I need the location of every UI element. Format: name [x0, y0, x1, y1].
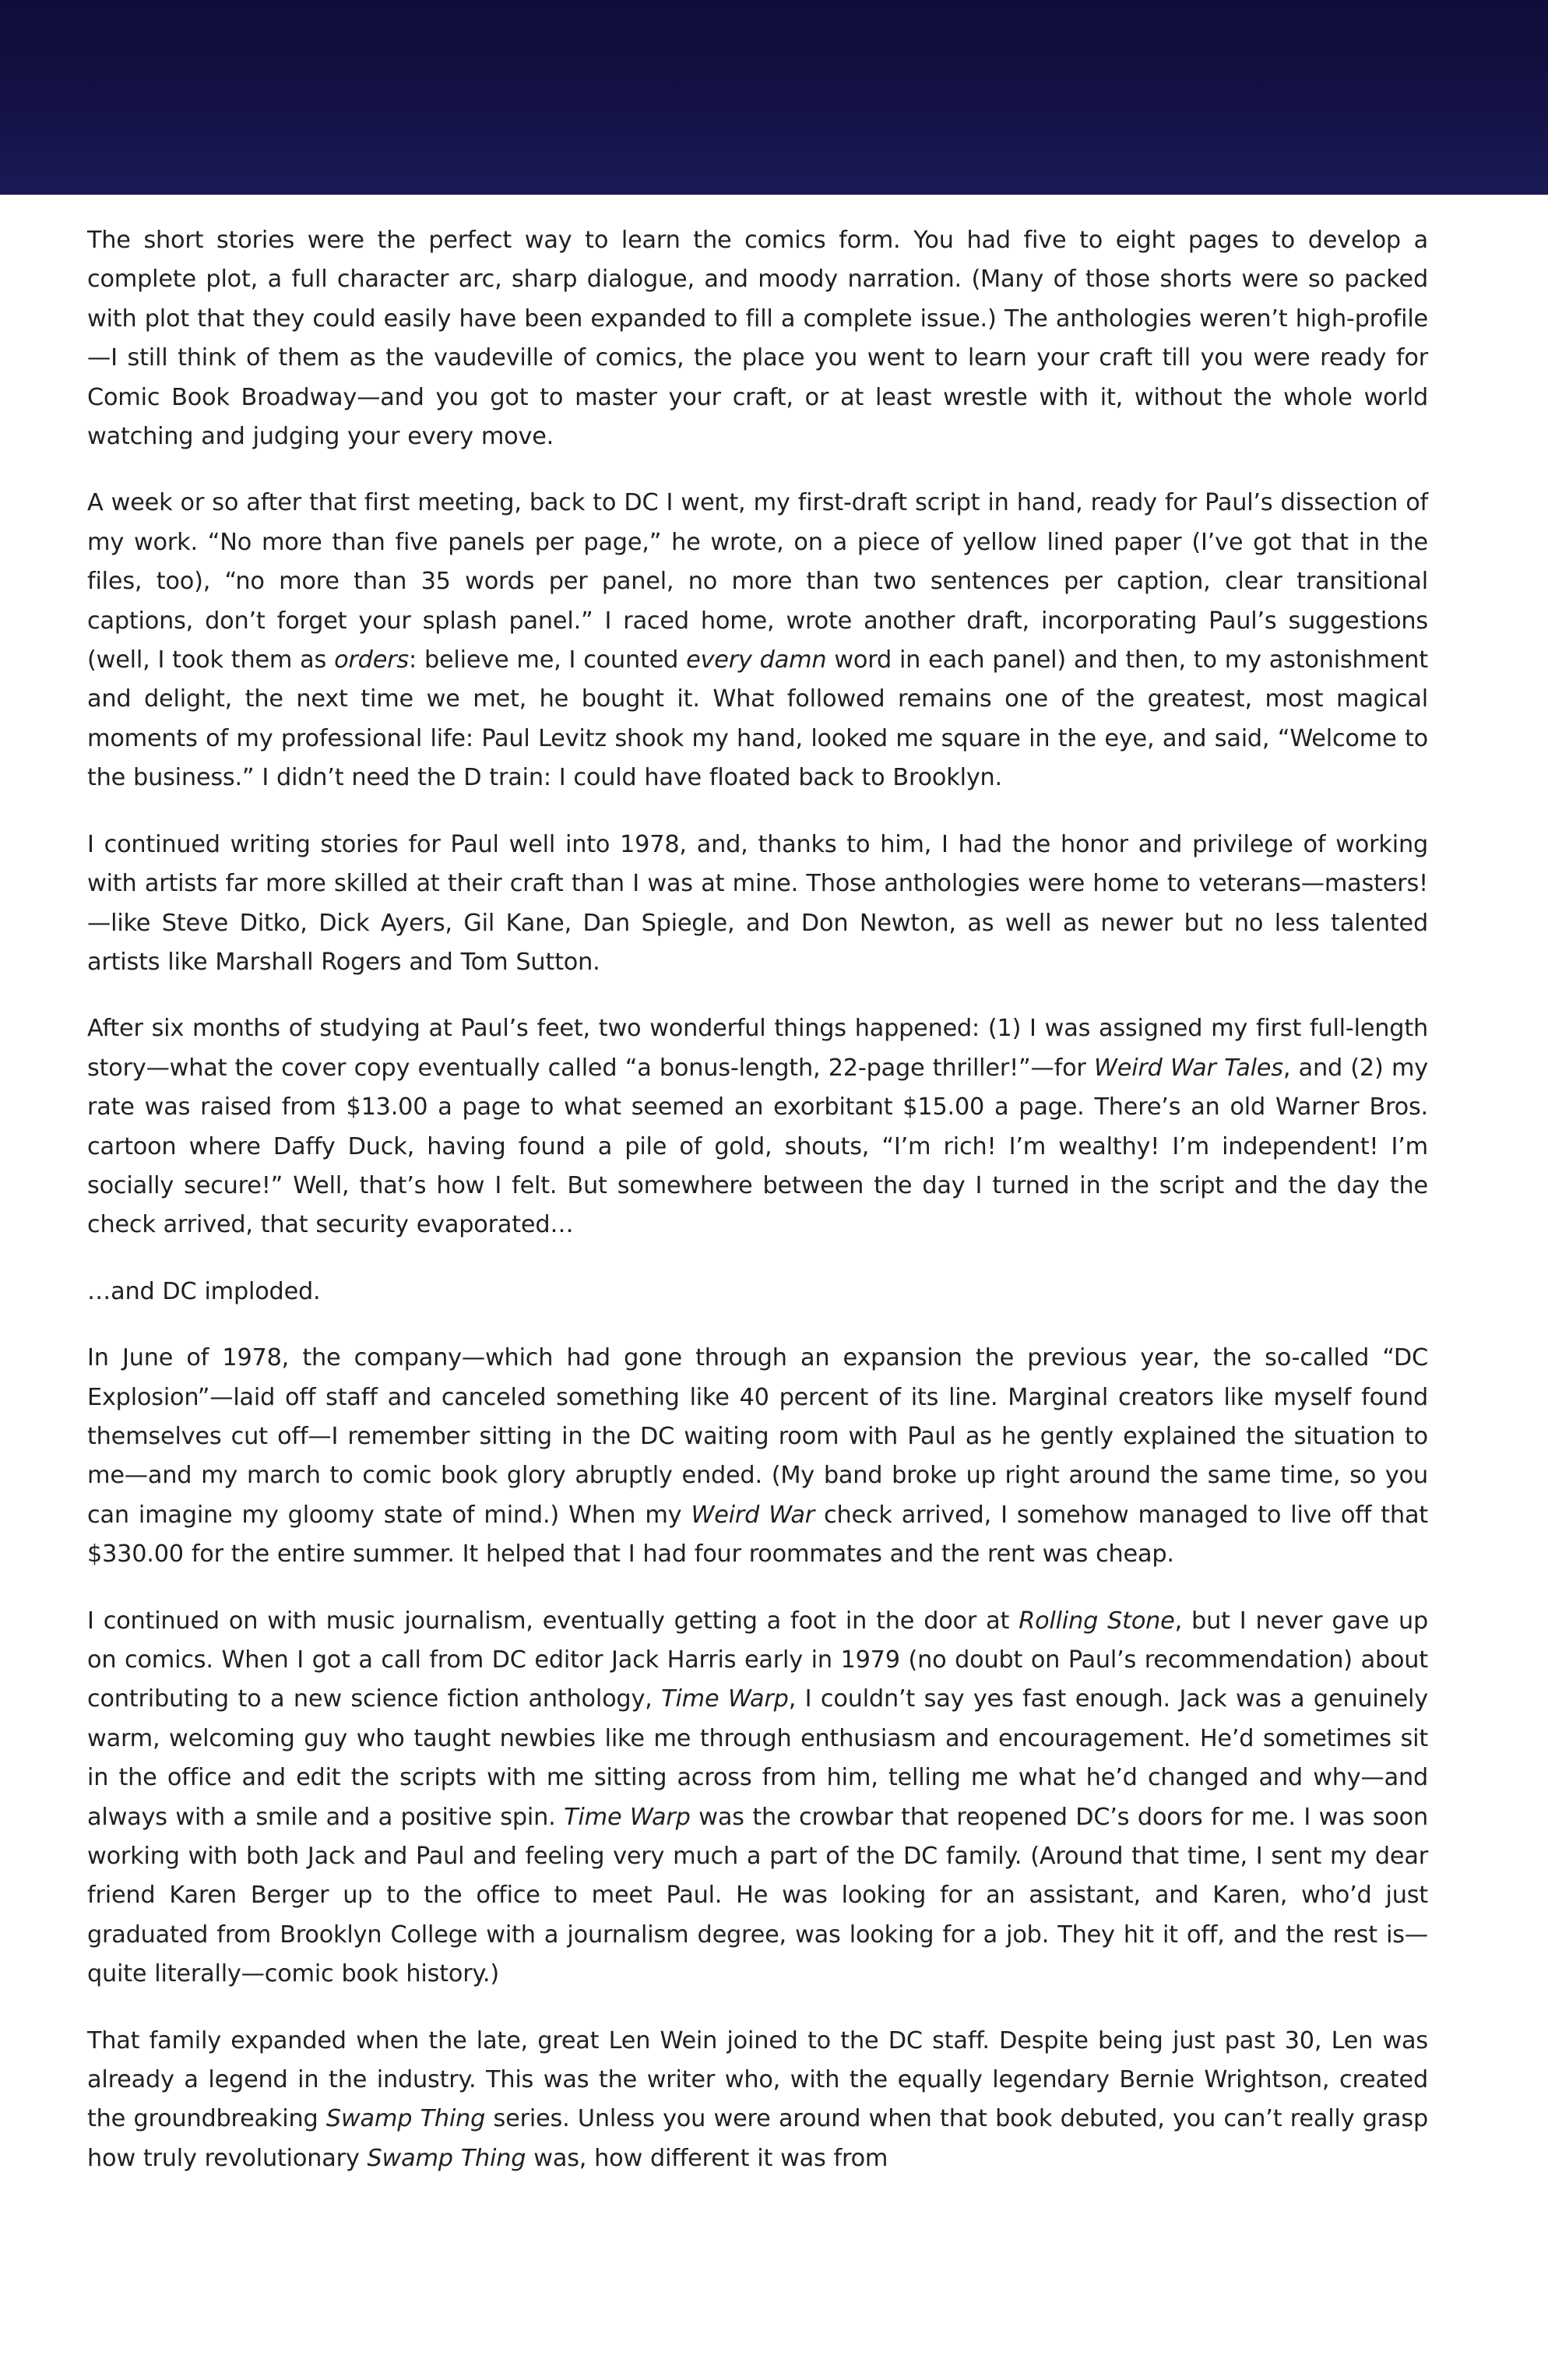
paragraph-3: I continued writing stories for Paul well into 1978, and, thanks to him, I had the honor and privilege of working with artists far more skilled at their craft than I was at mine. Those anthologies were home to veterans—masters!—like Steve Ditko, Dick Ayers, Gil Kane, Dan Spiegle, and Don Newton, as well as newer but no less talented artists like Marshall Rogers and Tom Sutton.: [87, 830, 1428, 976]
header-band: [0, 0, 1548, 195]
paragraph-2: A week or so after that first meeting, back to DC I went, my first-draft script in hand, ready for Paul’s dissection of my work. “No more than five panels per page,” he wrote, on a piece of yellow lined paper (I’ve got that in the files, too), “no more than 35 words per panel, no more than two sentences per caption, clear transitional captions, don’t forget your splash panel.” I raced home, wrote another draft, incorporating Paul’s suggestions (well, I took them as orders: believe me, I counted every damn word in each panel) and then, to my astonishment and delight, the next time we met, he bought it. What followed remains one of the greatest, most magical moments of my professional life: Paul Levitz shook my hand, looked me square in the eye, and said, “Welcome to the business.” I didn’t need the D train: I could have floated back to Brooklyn.: [87, 489, 1428, 792]
paragraph-7: I continued on with music journalism, eventually getting a foot in the door at Rolling Stone, but I never gave up on comics. When I got a call from DC editor Jack Harris early in 1979 (no doubt on Paul’s recommendation) about contributing to a new science fiction anthology, Time Warp, I couldn’t say yes fast enough. Jack was a genuinely warm, welcoming guy who taught newbies like me through enthusiasm and encouragement. He’d sometimes sit in the office and edit the scripts with me sitting across from him, telling me what he’d changed and why—and always with a smile and a positive spin. Time Warp was the crowbar that reopened DC’s doors for me. I was soon working with both Jack and Paul and feeling very much a part of the DC family. (Around that time, I sent my dear friend Karen Berger up to the office to meet Paul. He was looking for an assistant, and Karen, who’d just graduated from Brooklyn College with a journalism degree, was looking for a job. They hit it off, and the rest is—quite literally—comic book history.): [87, 1607, 1428, 1988]
paragraph-6: In June of 1978, the company—which had gone through an expansion the previous year, the so-called “DC Explosion”—laid off staff and canceled something like 40 percent of its line. Marginal creators like myself found themselves cut off—I remember sitting in the DC waiting room with Paul as he gently explained the situation to me—and my march to comic book glory abruptly ended. (My band broke up right around the same time, so you can imagine my gloomy state of mind.) When my Weird War check arrived, I somehow managed to live off that $330.00 for the entire summer. It helped that I had four roommates and the rent was cheap.: [87, 1344, 1428, 1568]
paragraph-1: The short stories were the perfect way to learn the comics form. You had five to eight pages to develop a complete plot, a full character arc, sharp dialogue, and moody narration. (Many of those shorts were so packed with plot that they could easily have been expanded to fill a complete issue.) The anthologies weren’t high-profile—I still think of them as the vaudeville of comics, the place you went to learn your craft till you were ready for Comic Book Broadway—and you got to master your craft, or at least wrestle with it, without the whole world watching and judging your every move.: [87, 227, 1428, 451]
article-body: [87, 221, 1428, 2206]
paragraph-5: …and DC imploded.: [87, 1277, 321, 1305]
paragraph-4: After six months of studying at Paul’s feet, two wonderful things happened: (1) I was assigned my first full-length story—what the cover copy eventually called “a bonus-length, 22-page thriller!”—for Weird War Tales, and (2) my rate was raised from $13.00 a page to what seemed an exorbitant $15.00 a page. There’s an old Warner Bros. cartoon where Daffy Duck, having found a pile of gold, shouts, “I’m rich! I’m wealthy! I’m independent! I’m socially secure!” Well, that’s how I felt. But somewhere between the day I turned in the script and the day the check arrived, that security evaporated…: [87, 1015, 1428, 1239]
paragraph-8: That family expanded when the late, great Len Wein joined to the DC staff. Despite being just past 30, Len was already a legend in the industry. This was the writer who, with the equally legendary Bernie Wrightson, created the groundbreaking Swamp Thing series. Unless you were around when that book debuted, you can’t really grasp how truly revolutionary Swamp Thing was, how different it was from: [87, 2026, 1429, 2172]
